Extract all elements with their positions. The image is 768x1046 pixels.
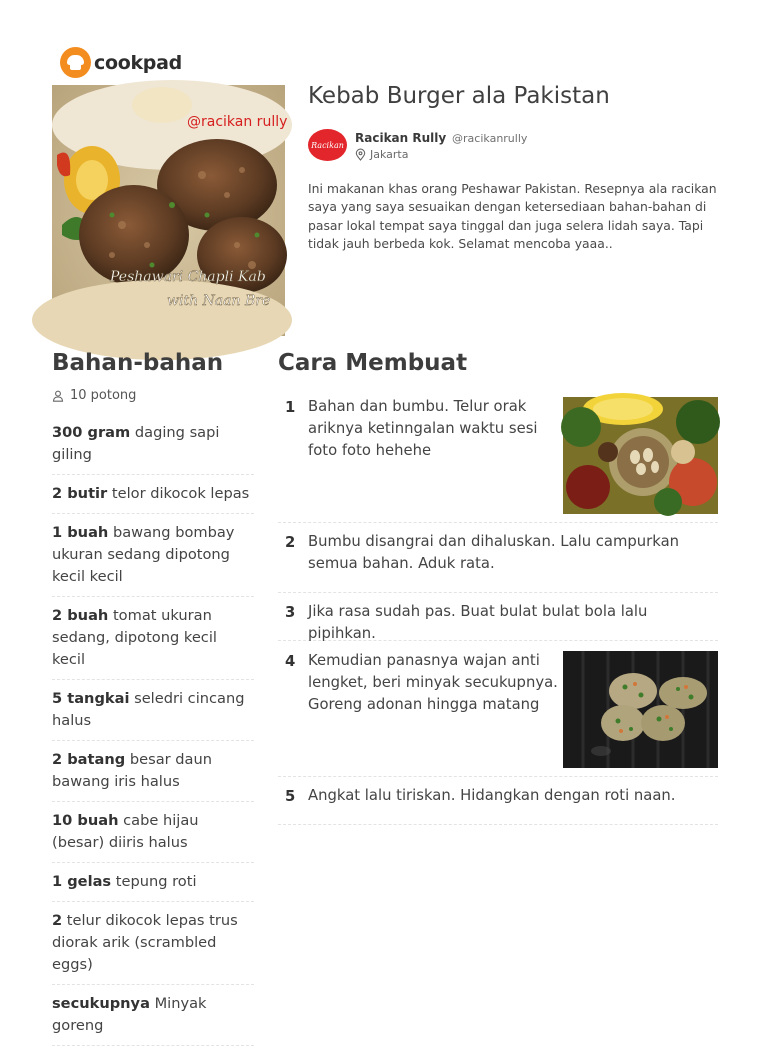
hero-overlay-caption-2: with Naan Bre bbox=[167, 293, 271, 309]
servings bbox=[52, 388, 136, 403]
recipe-description: Ini makanan khas orang Peshawar Pakistan. Resepnya ala racikan saya yang saya sesuaikan dengan ketersediaan bahan-bahan di pasar lokal tempat saya tinggal dan juga selera lidah saya. Tapi tidak jauh berbeda kok. Selamat mencoba yaaa.. bbox=[308, 181, 717, 251]
location-pin-icon bbox=[355, 149, 366, 161]
ingredient-qty: 2 butir bbox=[52, 485, 108, 502]
step-text: Angkat lalu tiriskan. Hidangkan dengan roti naan. bbox=[308, 787, 676, 804]
ingredient-name: bawang bombay ukuran sedang dipotong kecil kecil bbox=[52, 524, 235, 585]
ingredient-qty: 2 buah bbox=[52, 607, 109, 624]
step-item bbox=[278, 593, 718, 641]
ingredient-item bbox=[52, 680, 254, 741]
ingredient-qty: 2 batang bbox=[52, 751, 126, 768]
hero-overlay-handle: @racikan rully bbox=[187, 114, 288, 130]
cookpad-logo[interactable] bbox=[60, 47, 182, 78]
ingredient-name: telor dikocok lepas bbox=[111, 485, 250, 502]
author-location bbox=[355, 148, 527, 161]
ingredient-qty: 5 tangkai bbox=[52, 690, 130, 707]
recipe-title: Kebab Burger ala Pakistan bbox=[308, 83, 610, 109]
ingredient-qty: 1 buah bbox=[52, 524, 109, 541]
ingredient-name: besar daun bawang iris halus bbox=[52, 751, 212, 790]
ingredient-item bbox=[52, 475, 254, 514]
ingredient-qty: 1 gelas bbox=[52, 873, 112, 890]
step-number: 4 bbox=[285, 653, 296, 670]
step-number: 5 bbox=[285, 788, 296, 805]
step-list bbox=[278, 396, 718, 825]
step-item bbox=[278, 777, 718, 825]
ingredient-item bbox=[52, 902, 254, 985]
ingredients-heading: Bahan-bahan bbox=[52, 350, 224, 376]
step-photo-ingredients[interactable] bbox=[563, 397, 718, 514]
step-photo-frying[interactable] bbox=[563, 651, 718, 768]
ingredient-name: Minyak goreng bbox=[52, 995, 207, 1034]
servings-text: 10 potong bbox=[70, 388, 137, 403]
step-text: Bumbu disangrai dan dihaluskan. Lalu campurkan semua bahan. Aduk rata. bbox=[308, 533, 680, 572]
ingredient-name: daging sapi giling bbox=[52, 424, 220, 463]
author-avatar[interactable]: Racikan bbox=[308, 129, 347, 161]
brand-name: cookpad bbox=[94, 51, 182, 74]
author-card[interactable] bbox=[308, 129, 527, 161]
author-name[interactable]: Racikan Rully bbox=[355, 131, 447, 145]
ingredient-item bbox=[52, 414, 254, 475]
ingredient-item bbox=[52, 597, 254, 680]
step-number: 3 bbox=[285, 604, 296, 621]
step-number: 2 bbox=[285, 534, 296, 551]
ingredient-list bbox=[52, 414, 254, 1046]
ingredient-name: seledri cincang halus bbox=[52, 690, 245, 729]
ingredient-item bbox=[52, 863, 254, 902]
ingredient-name: cabe hijau (besar) diiris halus bbox=[52, 812, 199, 851]
ingredient-qty: 10 buah bbox=[52, 812, 119, 829]
ingredient-item bbox=[52, 985, 254, 1046]
step-text: Bahan dan bumbu. Telur orak ariknya ketinngalan waktu sesi foto foto hehehe bbox=[308, 398, 538, 459]
author-location-text: Jakarta bbox=[370, 148, 409, 161]
person-icon bbox=[52, 390, 64, 402]
chef-hat-icon bbox=[60, 47, 91, 78]
ingredient-item bbox=[52, 741, 254, 802]
recipe-hero-photo bbox=[52, 85, 288, 336]
ingredient-qty: 300 gram bbox=[52, 424, 131, 441]
step-number: 1 bbox=[285, 399, 296, 416]
ingredient-qty: secukupnya bbox=[52, 995, 150, 1012]
step-text: Kemudian panasnya wajan anti lengket, beri minyak secukupnya. Goreng adonan hingga matang bbox=[308, 652, 558, 713]
step-text: Jika rasa sudah pas. Buat bulat bulat bola lalu pipihkan. bbox=[308, 603, 648, 642]
ingredient-qty: 2 bbox=[52, 912, 63, 929]
steps-heading: Cara Membuat bbox=[278, 350, 468, 376]
ingredient-item bbox=[52, 514, 254, 597]
step-item bbox=[278, 641, 718, 777]
hero-overlay-caption-1: Peshawari Chapli Kab bbox=[110, 269, 266, 285]
ingredient-name: tomat ukuran sedang, dipotong kecil kecil bbox=[52, 607, 217, 668]
ingredient-name: tepung roti bbox=[115, 873, 197, 890]
step-item bbox=[278, 523, 718, 593]
author-handle: @racikanrully bbox=[452, 132, 528, 145]
ingredient-name: telur dikocok lepas trus diorak arik (scrambled eggs) bbox=[52, 912, 238, 973]
step-item bbox=[278, 396, 718, 523]
ingredient-item bbox=[52, 802, 254, 863]
